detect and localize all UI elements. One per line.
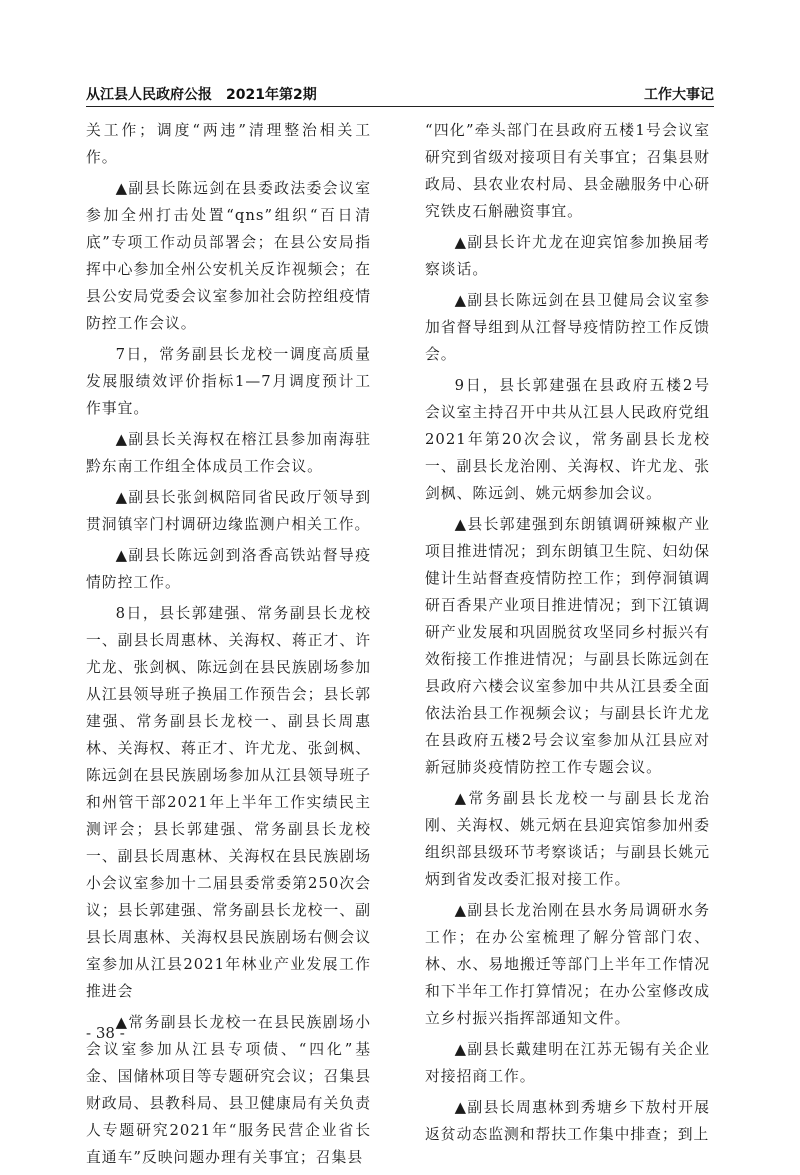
right-column: [425, 117, 710, 1152]
paragraph: 9日，县长郭建强在县政府五楼2号会议室主持召开中共从江县人民政府党组2021年第20次会议，常务副县长龙校一、副县长龙治刚、关海权、许尤龙、张剑枫、陈远剑、姚元炳参加会议。: [425, 377, 710, 502]
paragraph: ▲副县长关海权在榕江县参加南海驻黔东南工作组全体成员工作会议。: [86, 431, 371, 475]
page-header: [86, 80, 714, 104]
paragraph: 7日，常务副县长龙校一调度高质量发展服绩效评价指标1—7月调度预计工作事宜。: [86, 346, 371, 417]
paragraph: ▲副县长陈远剑到洛香高铁站督导疫情防控工作。: [86, 547, 371, 591]
paragraph: ▲副县长张剑枫陪同省民政厅领导到贯洞镇宰门村调研边缘监测户相关工作。: [86, 489, 371, 533]
paragraph: 8日，县长郭建强、常务副县长龙校一、副县长周惠林、关海权、蒋正才、许尤龙、张剑枫、陈远剑在县民族剧场参加从江县领导班子换届工作预告会；县长郭建强、常务副县长龙校一、副县长周惠林、关海权、蒋正才、许尤龙、张剑枫、陈远剑在县民族剧场参加从江县领导班子和州管干部2021年上半年工作实绩民主测评会；县长郭建强、常务副县长龙校一、副县长周惠林、关海权在县民族剧场小会议室参加十二届县委常委第250次会议；县长郭建强、常务副县长龙校一、副县长周惠林、关海权县民族剧场右侧会议室参加从江县2021年林业产业发展工作推进会: [86, 605, 371, 1000]
header-left: [86, 84, 331, 104]
paragraph: ▲副县长陈远剑在县卫健局会议室参加省督导组到从江督导疫情防控工作反馈会。: [425, 292, 710, 363]
header-rule: [86, 106, 714, 107]
left-column: [86, 117, 371, 1175]
publication-title: 从江县人民政府公报: [86, 87, 212, 103]
section-title: 工作大事记: [644, 87, 714, 103]
paragraph: ▲副县长许尤龙在迎宾馆参加换届考察谈话。: [425, 234, 710, 278]
paragraph: ▲常务副县长龙校一与副县长龙治刚、关海权、姚元炳在县迎宾馆参加州委组织部县级环节考察谈话；与副县长姚元炳到省发改委汇报对接工作。: [425, 790, 710, 888]
paragraph: ▲常务副县长龙校一在县民族剧场小会议室参加从江县专项债、“四化”基金、国储林项目等专题研究会议；召集县财政局、县教科局、县卫健康局有关负责人专题研究2021年“服务民营企业省长直通车”反映问题办理有关事宜；召集县: [86, 1014, 371, 1166]
paragraph: 关工作；调度“两违”清理整治相关工作。: [86, 122, 371, 166]
paragraph: “四化”牵头部门在县政府五楼1号会议室研究到省级对接项目有关事宜；召集县财政局、县农业农村局、县金融服务中心研究铁皮石斛融资事宜。: [425, 122, 710, 220]
paragraph: ▲副县长龙治刚在县水务局调研水务工作；在办公室梳理了解分管部门农、林、水、易地搬迁等部门上半年工作情况和下半年工作打算情况；在办公室修改成立乡村振兴指挥部通知文件。: [425, 902, 710, 1027]
paragraph: ▲副县长戴建明在江苏无锡有关企业对接招商工作。: [425, 1041, 710, 1085]
paragraph: ▲副县长周惠林到秀塘乡下敖村开展返贫动态监测和帮扶工作集中排查；到上: [425, 1099, 710, 1143]
issue-label: 2021年第2期: [226, 87, 317, 103]
paragraph: ▲副县长陈远剑在县委政法委会议室参加全州打击处置“qns”组织“百日清底”专项工作动员部署会；在县公安局指挥中心参加全州公安机关反诈视频会；在县公安局党委会议室参加社会防控组疫情防控工作会议。: [86, 180, 371, 332]
page-number: - 38 -: [86, 1024, 125, 1042]
paragraph: ▲县长郭建强到东朗镇调研辣椒产业项目推进情况；到东朗镇卫生院、妇幼保健计生站督查疫情防控工作；到停洞镇调研百香果产业项目推进情况；到下江镇调研产业发展和巩固脱贫攻坚同乡村振兴有效衔接工作推进情况；与副县长陈远剑在县政府六楼会议室参加中共从江县委全面依法治县工作视频会议；与副县长许尤龙在县政府五楼2号会议室参加从江县应对新冠肺炎疫情防控工作专题会议。: [425, 516, 710, 776]
